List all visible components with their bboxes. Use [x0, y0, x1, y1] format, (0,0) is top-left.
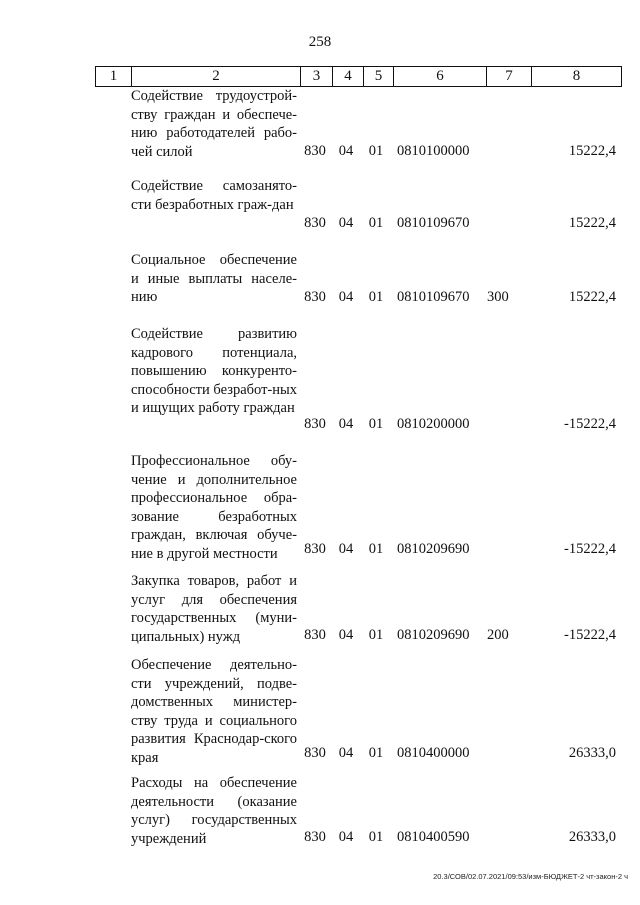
row-target-code: 0810200000: [397, 416, 470, 432]
row-subsection-code: 01: [368, 745, 384, 761]
column-header-1: 1: [96, 67, 132, 87]
row-target-code: 0810109670: [397, 289, 470, 305]
column-header-table: [95, 66, 622, 87]
row-amount: -15222,4: [564, 416, 616, 432]
row-section-code: 04: [338, 416, 354, 432]
row-ministry-code: 830: [304, 215, 326, 231]
row-amount: 26333,0: [568, 745, 616, 761]
row-amount: 15222,4: [568, 215, 616, 231]
row-target-code: 0810400590: [397, 829, 470, 845]
row-target-code: 0810209690: [397, 627, 470, 643]
row-name: Обеспечение деятельно-сти учреждений, подве-домственных министер-ству труда и социального развития Краснодар-ского края: [131, 657, 297, 766]
row-name: Закупка товаров, работ и услуг для обеспечения государственных (муни-ципальных) нужд: [131, 573, 297, 645]
row-name: Профессиональное обу-чение и дополнительное профессиональное обра-зование безработных граждан, включая обуче-ние в другой местности: [131, 453, 297, 562]
row-target-code: 0810109670: [397, 215, 470, 231]
row-section-code: 04: [338, 215, 354, 231]
row-name: Содействие трудоустрой-ству граждан и обеспече-нию работодателей рабо-чей силой: [131, 88, 297, 160]
row-expense-type: 200: [487, 627, 509, 643]
row-amount: 15222,4: [568, 289, 616, 305]
row-subsection-code: 01: [368, 289, 384, 305]
row-subsection-code: 01: [368, 627, 384, 643]
row-amount: 26333,0: [568, 829, 616, 845]
row-expense-type: 300: [487, 289, 509, 305]
row-ministry-code: 830: [304, 829, 326, 845]
column-header-4: 4: [333, 67, 364, 87]
row-section-code: 04: [338, 829, 354, 845]
row-section-code: 04: [338, 627, 354, 643]
row-amount: 15222,4: [568, 143, 616, 159]
row-section-code: 04: [338, 289, 354, 305]
row-name: Расходы на обеспечение деятельности (оказание услуг) государственных учреждений: [131, 775, 297, 847]
row-ministry-code: 830: [304, 143, 326, 159]
column-header-8: 8: [532, 67, 622, 87]
column-header-7: 7: [487, 67, 532, 87]
row-target-code: 0810100000: [397, 143, 470, 159]
row-ministry-code: 830: [304, 289, 326, 305]
row-ministry-code: 830: [304, 745, 326, 761]
column-header-3: 3: [301, 67, 333, 87]
row-target-code: 0810209690: [397, 541, 470, 557]
row-ministry-code: 830: [304, 416, 326, 432]
column-header-6: 6: [394, 67, 487, 87]
row-subsection-code: 01: [368, 829, 384, 845]
row-name: Содействие самозанято-сти безработных граж-дан: [131, 178, 297, 213]
row-section-code: 04: [338, 745, 354, 761]
row-subsection-code: 01: [368, 541, 384, 557]
row-subsection-code: 01: [368, 143, 384, 159]
page-number: 258: [308, 34, 332, 50]
column-header-row: [96, 67, 622, 87]
row-ministry-code: 830: [304, 627, 326, 643]
row-section-code: 04: [338, 541, 354, 557]
row-subsection-code: 01: [368, 215, 384, 231]
row-section-code: 04: [338, 143, 354, 159]
row-subsection-code: 01: [368, 416, 384, 432]
row-target-code: 0810400000: [397, 745, 470, 761]
row-amount: -15222,4: [564, 541, 616, 557]
column-header-5: 5: [364, 67, 394, 87]
row-name: Социальное обеспечение и иные выплаты населе-нию: [131, 252, 297, 305]
row-amount: -15222,4: [564, 627, 616, 643]
document-footer-code: 20.3/СОВ/02.07.2021/09:53/изм-БЮДЖЕТ-2 чт-закон-2 ч: [433, 872, 628, 881]
row-ministry-code: 830: [304, 541, 326, 557]
row-name: Содействие развитию кадрового потенциала, повышению конкуренто-способности безработ-ных и ищущих работу граждан: [131, 326, 297, 416]
column-header-2: 2: [132, 67, 301, 87]
